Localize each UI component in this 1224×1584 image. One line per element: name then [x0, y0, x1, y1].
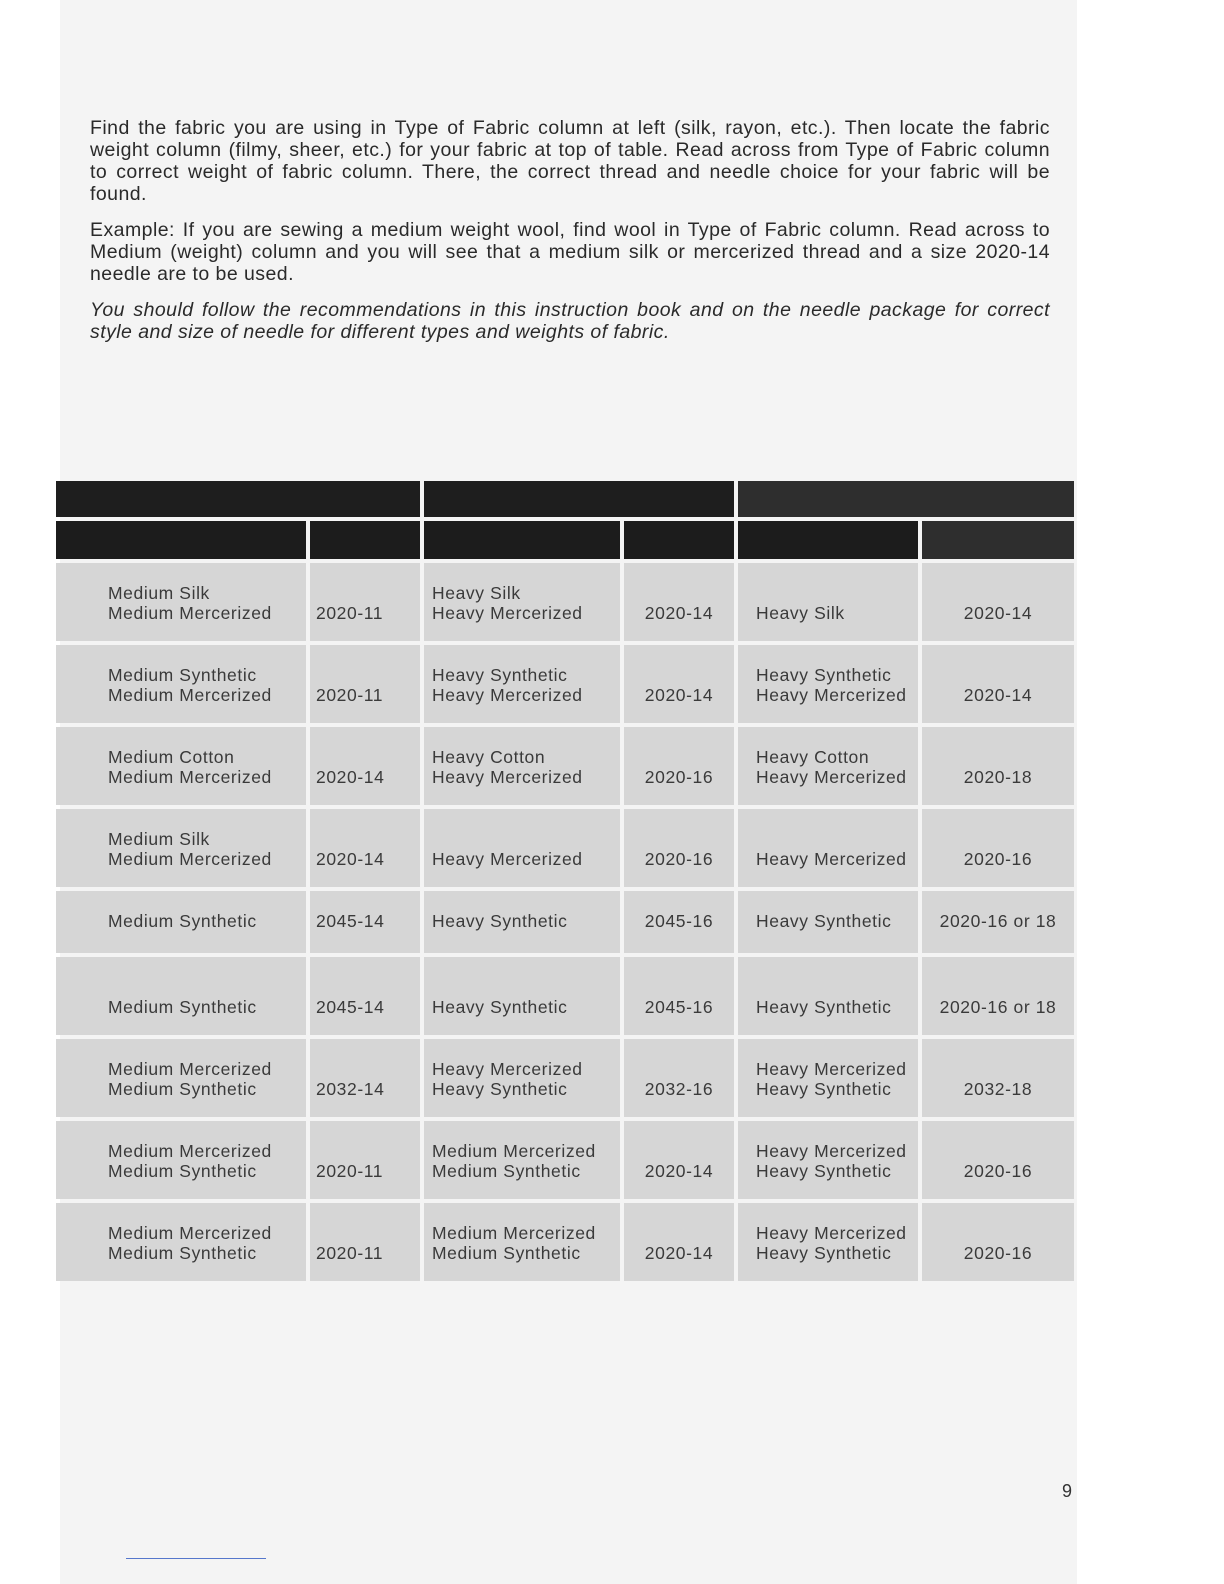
instructions-paragraph-1: Find the fabric you are using in Type of Fabric column at left (silk, rayon, etc.). Then locate the fabric weight column (filmy, sheer, etc.) for your fabric at top of table. Read across from Type of Fabric column to correct weight of fabric column. There, the correct thread and needle choice for your fabric will be found.	[90, 117, 1050, 205]
thread-line: Heavy Mercerized	[432, 767, 583, 787]
needle-size: 2020-14	[316, 767, 385, 787]
needle-cell	[922, 727, 1074, 805]
thread-cell	[56, 891, 306, 953]
instructions-paragraph-2: Example: If you are sewing a medium weight wool, find wool in Type of Fabric column. Read across to Medium (weight) column and you will see that a medium silk or mercerized thread and a size 2020-14 needle are to be used.	[90, 219, 1050, 285]
thread-line: Medium Synthetic	[432, 1161, 581, 1181]
thread-line: Heavy Synthetic	[756, 911, 892, 931]
thread-line: Medium Mercerized	[108, 1059, 272, 1079]
thread-line: Medium Synthetic	[108, 1161, 257, 1181]
table	[52, 477, 1078, 1285]
needle-size: 2020-14	[644, 603, 714, 623]
needle-cell	[922, 1121, 1074, 1199]
page-number: 9	[1062, 1481, 1073, 1501]
thread-line: Heavy Mercerized	[432, 685, 583, 705]
thread-line: Medium Synthetic	[108, 1079, 257, 1099]
needle-size: 2020-16	[644, 767, 714, 787]
needle-cell	[310, 957, 420, 1035]
needle-cell	[310, 1039, 420, 1117]
needle-cell	[310, 727, 420, 805]
needle-size: 2020-16	[963, 849, 1033, 869]
thread-cell	[738, 1121, 918, 1199]
thread-line: Heavy Synthetic	[432, 997, 568, 1017]
needle-size: 2045-16	[644, 997, 714, 1017]
thread-line: Heavy Silk	[756, 603, 845, 623]
header-thread-2	[424, 521, 620, 559]
thread-cell	[738, 809, 918, 887]
header-needle-2	[624, 521, 734, 559]
thread-line: Heavy Synthetic	[756, 1079, 892, 1099]
needle-size: 2020-16 or 18	[939, 997, 1057, 1017]
needle-cell	[922, 1203, 1074, 1281]
thread-cell	[56, 1203, 306, 1281]
needle-size: 2032-18	[963, 1079, 1033, 1099]
thread-line: Heavy Synthetic	[756, 1161, 892, 1181]
thread-cell	[738, 645, 918, 723]
thread-cell	[424, 891, 620, 953]
header-group-3	[738, 481, 1074, 517]
table-row	[56, 809, 1074, 887]
thread-line: Heavy Mercerized	[432, 1059, 583, 1079]
needle-cell	[624, 1203, 734, 1281]
thread-line: Medium Synthetic	[108, 1243, 257, 1263]
thread-line: Heavy Synthetic	[432, 911, 568, 931]
header-thread-1	[56, 521, 306, 559]
thread-line: Medium Synthetic	[108, 911, 257, 931]
needle-size: 2020-14	[644, 685, 714, 705]
thread-cell	[56, 563, 306, 641]
thread-cell	[56, 809, 306, 887]
thread-line: Medium Cotton	[108, 747, 235, 767]
thread-cell	[424, 1039, 620, 1117]
needle-size: 2020-11	[316, 603, 384, 623]
needle-cell	[922, 809, 1074, 887]
needle-cell	[624, 645, 734, 723]
needle-cell	[310, 1121, 420, 1199]
needle-cell	[310, 563, 420, 641]
thread-cell	[56, 645, 306, 723]
needle-cell	[310, 891, 420, 953]
header-needle-3	[922, 521, 1074, 559]
needle-cell	[624, 809, 734, 887]
needle-size: 2020-16 or 18	[939, 911, 1057, 931]
instructions-paragraph-3: You should follow the recommendations in this instruction book and on the needle package for correct style and size of needle for different types and weights of fabric.	[90, 299, 1050, 343]
thread-line: Heavy Mercerized	[756, 1223, 907, 1243]
thread-cell	[56, 727, 306, 805]
needle-cell	[922, 891, 1074, 953]
thread-cell	[424, 1121, 620, 1199]
thread-line: Medium Mercerized	[108, 1223, 272, 1243]
needle-size: 2020-14	[644, 1161, 714, 1181]
thread-line: Heavy Synthetic	[432, 665, 568, 685]
thread-cell	[738, 1203, 918, 1281]
thread-cell	[56, 957, 306, 1035]
thread-cell	[738, 957, 918, 1035]
thread-cell	[56, 1121, 306, 1199]
thread-cell	[424, 563, 620, 641]
thread-line: Heavy Mercerized	[756, 767, 907, 787]
thread-line: Medium Silk	[108, 829, 210, 849]
needle-cell	[624, 727, 734, 805]
table-row	[56, 1121, 1074, 1199]
needle-size: 2020-14	[644, 1243, 714, 1263]
thread-line: Heavy Silk	[432, 583, 521, 603]
table-row	[56, 891, 1074, 953]
header-thread-3	[738, 521, 918, 559]
thread-cell	[738, 727, 918, 805]
table-row	[56, 1203, 1074, 1281]
thread-line: Medium Mercerized	[108, 849, 272, 869]
thread-line: Medium Silk	[108, 583, 210, 603]
thread-cell	[424, 1203, 620, 1281]
table-header-row-2	[56, 521, 1074, 559]
table-row	[56, 957, 1074, 1035]
thread-line: Heavy Synthetic	[756, 1243, 892, 1263]
thread-cell	[56, 1039, 306, 1117]
thread-line: Heavy Synthetic	[432, 1079, 568, 1099]
needle-size: 2020-14	[316, 849, 385, 869]
needle-cell	[624, 1039, 734, 1117]
thread-line: Heavy Cotton	[756, 747, 870, 767]
thread-line: Heavy Mercerized	[756, 1141, 907, 1161]
thread-line: Heavy Synthetic	[756, 665, 892, 685]
thread-cell	[424, 809, 620, 887]
thread-line: Heavy Mercerized	[756, 1059, 907, 1079]
thread-line: Medium Mercerized	[108, 1141, 272, 1161]
thread-line: Medium Synthetic	[108, 665, 257, 685]
needle-size: 2020-11	[316, 685, 384, 705]
thread-needle-table	[56, 481, 1074, 1285]
table-body	[56, 563, 1074, 1281]
thread-line: Medium Synthetic	[108, 997, 257, 1017]
header-group-2	[424, 481, 734, 517]
needle-size: 2020-14	[963, 603, 1033, 623]
needle-size: 2020-11	[316, 1161, 384, 1181]
needle-size: 2020-11	[316, 1243, 384, 1263]
thread-line: Heavy Mercerized	[756, 849, 907, 869]
needle-size: 2020-16	[963, 1243, 1033, 1263]
table-row	[56, 1039, 1074, 1117]
needle-size: 2020-18	[963, 767, 1033, 787]
header-group-1	[56, 481, 420, 517]
needle-size: 2045-14	[316, 911, 385, 931]
table-row	[56, 563, 1074, 641]
thread-line: Medium Synthetic	[432, 1243, 581, 1263]
needle-cell	[922, 957, 1074, 1035]
needle-cell	[624, 1121, 734, 1199]
thread-line: Medium Mercerized	[108, 767, 272, 787]
needle-size: 2020-16	[644, 849, 714, 869]
needle-cell	[624, 563, 734, 641]
needle-size: 2020-16	[963, 1161, 1033, 1181]
needle-cell	[310, 809, 420, 887]
needle-size: 2032-16	[644, 1079, 714, 1099]
thread-cell	[424, 727, 620, 805]
needle-size: 2020-14	[963, 685, 1033, 705]
footer-rule	[126, 1558, 266, 1559]
needle-cell	[922, 563, 1074, 641]
needle-cell	[310, 1203, 420, 1281]
needle-size: 2045-16	[644, 911, 714, 931]
needle-cell	[310, 645, 420, 723]
thread-cell	[738, 1039, 918, 1117]
thread-cell	[424, 957, 620, 1035]
table-header-row-1	[56, 481, 1074, 517]
thread-cell	[738, 891, 918, 953]
thread-line: Medium Mercerized	[432, 1141, 596, 1161]
thread-line: Heavy Mercerized	[432, 603, 583, 623]
thread-line: Heavy Mercerized	[432, 849, 583, 869]
needle-cell	[922, 645, 1074, 723]
header-needle-1	[310, 521, 420, 559]
thread-cell	[738, 563, 918, 641]
thread-line: Medium Mercerized	[108, 603, 272, 623]
thread-line: Heavy Mercerized	[756, 685, 907, 705]
needle-cell	[624, 957, 734, 1035]
needle-size: 2032-14	[316, 1079, 385, 1099]
thread-line: Medium Mercerized	[432, 1223, 596, 1243]
table-row	[56, 727, 1074, 805]
instructions	[90, 117, 1050, 357]
needle-size: 2045-14	[316, 997, 385, 1017]
needle-cell	[624, 891, 734, 953]
thread-line: Heavy Synthetic	[756, 997, 892, 1017]
thread-cell	[424, 645, 620, 723]
thread-line: Heavy Cotton	[432, 747, 546, 767]
thread-line: Medium Mercerized	[108, 685, 272, 705]
table-row	[56, 645, 1074, 723]
needle-cell	[922, 1039, 1074, 1117]
